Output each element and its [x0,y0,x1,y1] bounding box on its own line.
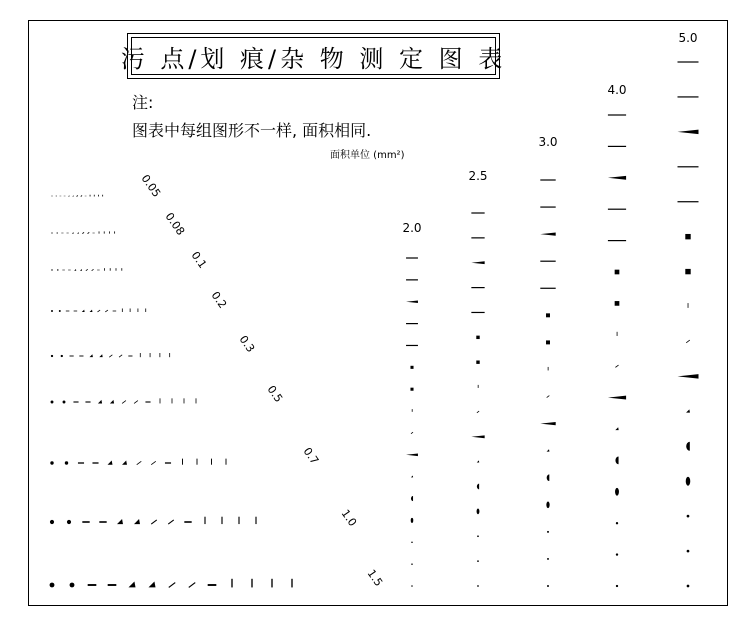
spot-row-8-mark-12 [291,579,292,588]
spot-row-3-mark-1 [59,310,61,312]
spot-col-1-mark-0 [471,212,484,213]
spot-col-1-mark-13 [477,535,479,537]
spot-col-0-mark-6 [410,388,413,391]
spot-row-7-mark-10 [221,517,222,524]
spot-col-3-mark-1 [608,146,626,147]
spot-row-3-mark-0 [51,310,53,312]
spot-row-8-mark-2 [88,584,97,586]
spot-row-6-mark-7 [151,461,156,464]
spot-row-2-mark-12 [121,268,122,271]
spot-row-6-mark-11 [211,459,212,465]
spot-row-3-mark-5 [90,310,93,312]
spot-row-5-mark-11 [184,398,185,403]
spot-col-0-mark-0 [406,257,418,258]
spot-col-1-mark-12 [477,509,480,515]
spot-col-3-mark-15 [616,585,618,587]
spot-row-1-mark-10 [104,231,105,233]
spot-col-1-mark-10 [477,460,479,462]
spot-row-5-mark-0 [51,401,54,404]
spot-col-0-mark-3 [406,323,418,324]
spot-row-5-mark-9 [160,398,161,403]
spot-row-8-mark-6 [169,583,175,588]
spot-row-4-mark-12 [169,353,170,357]
spot-col-4-mark-11 [686,442,690,451]
spot-row-4-mark-0 [51,355,53,357]
spot-col-1-mark-5 [476,336,479,339]
spot-col-4-mark-9 [678,374,699,379]
spot-row-5-mark-5 [110,400,114,404]
spot-row-6-mark-6 [137,461,142,464]
spot-col-2-mark-14 [547,558,549,560]
spot-row-1-mark-5 [77,232,79,234]
row-area-label-6: 0.7 [300,445,322,467]
spot-row-6-mark-10 [197,459,198,465]
spot-row-4-mark-11 [159,353,160,357]
spot-row-5-mark-8 [145,401,150,402]
spot-row-1-mark-12 [114,231,115,233]
row-area-label-8: 1.5 [364,567,386,589]
spot-row-5-mark-3 [85,401,90,402]
spot-col-0-mark-12 [411,518,414,523]
spot-row-3-mark-2 [66,311,70,312]
spot-row-5-mark-7 [134,401,138,404]
spot-row-6-mark-12 [226,459,227,465]
spot-row-7-mark-5 [134,519,140,524]
row-area-label-1: 0.08 [162,210,188,238]
spot-row-2-mark-0 [51,269,52,270]
spot-row-0-mark-4 [68,195,69,196]
spot-col-0-mark-5 [410,366,413,369]
spot-row-7-mark-1 [67,520,71,524]
spot-col-4-mark-15 [687,585,690,588]
spot-row-2-mark-7 [92,269,94,270]
spot-col-2-mark-11 [547,474,550,481]
row-area-label-5: 0.5 [264,383,286,405]
spot-row-6-mark-5 [122,461,127,465]
spot-col-4-mark-3 [678,166,699,167]
spot-row-2-mark-3 [68,270,71,271]
spot-col-3-mark-9 [608,396,626,400]
spot-row-4-mark-1 [61,355,63,357]
spot-col-3-mark-14 [616,553,618,555]
spot-col-4-mark-12 [686,477,691,486]
spot-col-1-mark-15 [477,585,479,587]
spot-row-1-mark-6 [82,232,84,233]
column-area-label-3: 4.0 [607,83,627,97]
spot-row-4-mark-3 [79,356,83,357]
spot-col-2-mark-1 [540,206,555,207]
row-area-label-2: 0.1 [188,249,210,271]
spot-row-1-mark-11 [109,231,110,233]
spot-row-8-mark-11 [271,579,272,588]
spot-row-4-mark-10 [150,353,151,357]
spot-row-0-mark-12 [102,195,103,197]
spot-row-3-mark-10 [130,308,131,312]
spot-row-8-mark-8 [208,584,217,586]
spot-col-1-mark-6 [476,360,479,363]
spot-row-7-mark-9 [204,517,205,524]
spot-row-8-mark-0 [50,583,55,588]
spot-row-7-mark-11 [238,517,239,524]
spot-row-0-mark-7 [81,196,82,197]
spot-row-5-mark-2 [73,401,78,402]
spot-col-2-mark-0 [540,179,555,180]
spot-row-7-mark-7 [168,520,174,524]
spot-row-7-mark-12 [255,517,256,524]
spot-col-3-mark-2 [608,176,626,180]
spot-col-4-mark-14 [687,550,690,553]
spot-col-0-mark-7 [412,409,413,412]
note-label: 注: [132,93,154,112]
spot-row-0-mark-9 [90,195,91,197]
spot-row-6-mark-4 [108,461,113,465]
spot-row-7-mark-0 [50,520,54,524]
spot-col-4-mark-10 [686,409,690,412]
spot-row-3-mark-11 [138,308,139,312]
spot-row-4-mark-9 [140,353,141,357]
spot-row-5-mark-12 [196,398,197,403]
spot-col-3-mark-4 [608,240,626,241]
spot-row-2-mark-6 [86,269,88,270]
spot-col-4-mark-1 [678,96,699,97]
column-area-label-0: 2.0 [402,221,422,235]
spot-col-2-mark-10 [547,449,550,451]
spot-row-5-mark-4 [98,400,102,404]
spot-col-3-mark-0 [608,114,626,115]
spot-row-0-mark-1 [56,196,57,197]
spot-row-7-mark-8 [184,521,191,523]
row-area-label-3: 0.2 [208,289,230,311]
spot-col-4-mark-13 [687,515,690,518]
spot-col-1-mark-11 [477,484,479,490]
spot-row-2-mark-1 [57,269,58,270]
spot-col-4-mark-2 [678,130,699,135]
spot-row-4-mark-8 [128,356,132,357]
spot-row-6-mark-2 [78,462,84,463]
spot-col-3-mark-11 [615,457,618,465]
column-area-label-4: 5.0 [678,31,698,45]
spot-col-1-mark-9 [471,435,484,438]
spot-col-0-mark-15 [411,585,413,587]
spot-col-0-mark-13 [411,542,413,544]
spot-row-5-mark-6 [122,401,126,404]
spot-row-3-mark-8 [113,311,117,312]
spot-row-0-mark-11 [98,195,99,197]
page-title: 污 点/划 痕/杂 物 测 定 图 表 [131,37,496,75]
spot-row-3-mark-9 [122,308,123,312]
spot-row-1-mark-1 [57,232,58,233]
spot-row-1-mark-0 [51,232,52,233]
spot-row-4-mark-4 [90,354,93,357]
unit-label: 面积单位 (mm²) [330,150,405,161]
spot-col-4-mark-8 [686,340,690,343]
spot-col-0-mark-8 [411,432,413,434]
spot-col-3-mark-13 [616,522,618,524]
spot-col-2-mark-12 [546,502,549,509]
spot-col-3-mark-10 [615,427,618,430]
spot-col-1-mark-8 [477,411,479,413]
spot-col-2-mark-7 [548,367,549,371]
spot-col-4-mark-4 [678,201,699,202]
note-text: 图表中每组图形不一样, 面积相同. [132,121,372,140]
spot-col-2-mark-4 [540,288,555,289]
spot-row-8-mark-7 [189,583,195,588]
spot-row-0-mark-0 [52,196,53,197]
spot-row-3-mark-6 [97,310,100,312]
spot-col-4-mark-6 [685,269,690,274]
spot-row-2-mark-2 [62,270,65,271]
spot-col-2-mark-3 [540,261,555,262]
spot-row-3-mark-3 [74,311,78,312]
spot-col-2-mark-9 [540,422,555,425]
spot-row-6-mark-3 [92,462,98,463]
spot-row-0-mark-6 [77,196,78,197]
spot-row-0-mark-5 [72,195,73,196]
column-area-label-1: 2.5 [468,169,488,183]
spot-col-2-mark-13 [547,531,549,533]
spot-col-3-mark-5 [615,270,620,275]
spot-row-1-mark-7 [88,232,90,233]
spot-col-3-mark-3 [608,209,626,210]
spot-col-1-mark-2 [471,261,484,264]
spot-col-2-mark-15 [547,585,549,587]
spot-row-2-mark-11 [116,268,117,271]
spot-col-2-mark-2 [540,232,555,235]
spot-row-5-mark-10 [172,398,173,403]
spot-row-1-mark-9 [99,231,100,233]
spot-row-2-mark-8 [97,270,100,271]
spot-col-0-mark-9 [406,454,418,457]
spot-row-3-mark-4 [82,310,85,312]
row-area-label-4: 0.3 [236,333,258,355]
spot-row-2-mark-5 [80,269,82,271]
spot-row-5-mark-1 [63,401,66,404]
spot-col-2-mark-8 [547,396,550,398]
spot-col-1-mark-7 [478,385,479,388]
spot-row-8-mark-10 [251,579,252,588]
row-area-label-7: 1.0 [338,507,360,529]
spot-row-2-mark-10 [110,268,111,271]
spot-col-3-mark-8 [615,365,618,367]
spot-col-1-mark-1 [471,237,484,238]
spot-row-8-mark-3 [108,584,117,586]
spot-col-1-mark-14 [477,560,479,562]
spot-col-3-mark-12 [615,488,619,496]
spot-row-8-mark-1 [70,583,75,588]
row-area-label-0: 0.05 [138,172,164,200]
spot-row-4-mark-2 [70,356,74,357]
spot-col-0-mark-14 [411,563,413,565]
spot-col-2-mark-5 [546,313,550,317]
spot-col-0-mark-1 [406,279,418,280]
spot-row-2-mark-9 [104,268,105,271]
spot-row-7-mark-3 [99,521,106,523]
spot-row-4-mark-6 [109,355,112,357]
spot-row-7-mark-6 [151,520,157,524]
spot-row-3-mark-7 [105,310,108,312]
spot-row-8-mark-9 [231,579,232,588]
spot-row-8-mark-4 [128,581,135,587]
spot-row-6-mark-1 [65,461,68,464]
spot-row-6-mark-0 [50,461,53,464]
spot-row-7-mark-2 [82,521,89,523]
spot-row-2-mark-4 [74,269,76,271]
spot-row-1-mark-4 [72,232,74,234]
spot-row-8-mark-5 [148,581,155,587]
spot-col-4-mark-7 [688,303,689,308]
spot-row-6-mark-8 [165,462,171,463]
spot-col-1-mark-3 [471,287,484,288]
spot-col-3-mark-7 [617,332,618,336]
spot-col-0-mark-10 [411,476,413,478]
spot-col-0-mark-11 [411,496,413,501]
spot-row-6-mark-9 [182,459,183,465]
spot-col-1-mark-4 [471,312,484,313]
spot-row-0-mark-10 [94,195,95,197]
spot-row-7-mark-4 [117,519,123,524]
spot-col-2-mark-6 [546,340,550,344]
column-area-label-2: 3.0 [538,135,558,149]
spot-col-0-mark-2 [406,300,418,303]
spot-col-3-mark-6 [615,301,620,306]
spot-row-4-mark-5 [99,354,102,357]
spot-col-4-mark-0 [678,61,699,62]
spot-row-4-mark-7 [119,355,122,357]
spot-col-0-mark-4 [406,345,418,346]
spot-row-3-mark-12 [145,308,146,312]
spot-col-4-mark-5 [685,234,690,239]
